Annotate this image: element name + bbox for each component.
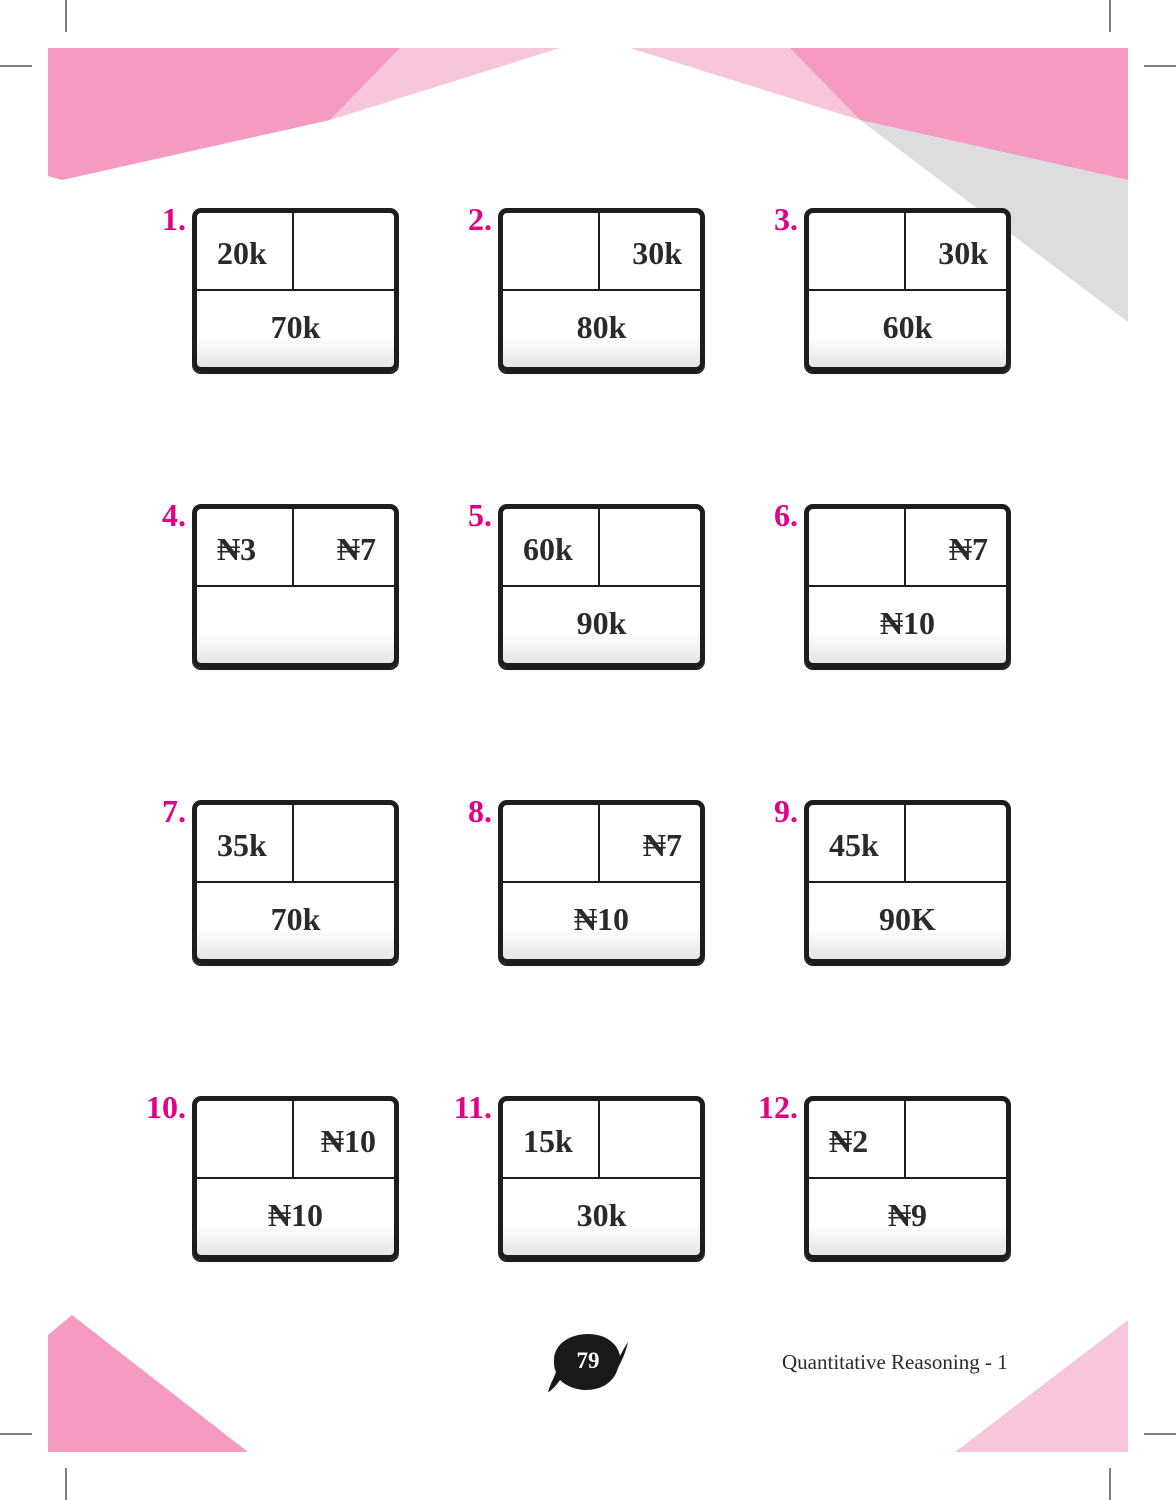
top-left-cell[interactable] — [809, 213, 906, 291]
top-right-cell[interactable] — [600, 1101, 700, 1179]
number-bond-box — [192, 504, 399, 668]
problem-number: 6. — [774, 497, 798, 533]
top-right-cell[interactable] — [294, 213, 394, 291]
number-bond-box — [498, 208, 705, 372]
number-bond-box — [498, 504, 705, 668]
top-left-cell[interactable] — [503, 1101, 600, 1179]
number-bond-box — [498, 1096, 705, 1260]
total-cell[interactable] — [503, 291, 700, 367]
problem-item-10 — [96, 1091, 396, 1261]
top-left-cell[interactable] — [503, 805, 600, 883]
top-left-cell[interactable] — [197, 1101, 294, 1179]
problem-item-9 — [708, 795, 1008, 965]
total-cell[interactable] — [809, 1179, 1006, 1255]
total-value: 70k — [270, 901, 321, 937]
top-left-value: 35k — [217, 827, 267, 863]
top-left-value: 15k — [523, 1123, 573, 1159]
number-bond-box — [498, 800, 705, 964]
top-right-cell[interactable] — [906, 1101, 1006, 1179]
problem-number: 3. — [774, 201, 798, 237]
top-right-cell[interactable] — [600, 805, 700, 883]
top-right-value: ₦7 — [336, 531, 376, 567]
total-cell[interactable] — [503, 587, 700, 663]
total-cell[interactable] — [197, 883, 394, 959]
total-cell[interactable] — [809, 587, 1006, 663]
problem-number: 9. — [774, 793, 798, 829]
top-left-value: ₦3 — [217, 531, 257, 567]
total-cell[interactable] — [197, 587, 394, 663]
top-right-cell[interactable] — [294, 1101, 394, 1179]
page-number-badge — [548, 1330, 628, 1396]
top-right-value: ₦10 — [320, 1123, 376, 1159]
top-left-value: 60k — [523, 531, 573, 567]
problem-item-3 — [708, 203, 1008, 373]
problem-item-5 — [402, 499, 702, 669]
top-right-cell[interactable] — [600, 213, 700, 291]
problem-item-8 — [402, 795, 702, 965]
total-cell[interactable] — [809, 291, 1006, 367]
top-left-cell[interactable] — [197, 509, 294, 587]
number-bond-box — [804, 1096, 1011, 1260]
top-right-value: ₦7 — [948, 531, 988, 567]
book-title: Quantitative Reasoning - 1 — [782, 1350, 1008, 1374]
total-cell[interactable] — [503, 1179, 700, 1255]
problem-item-6 — [708, 499, 1008, 669]
number-bond-box — [804, 208, 1011, 372]
problem-number: 10. — [146, 1089, 186, 1125]
total-value: 30k — [576, 1197, 627, 1233]
total-value: 70k — [270, 309, 321, 345]
total-value: 60k — [882, 309, 933, 345]
top-left-cell[interactable] — [197, 213, 294, 291]
top-left-cell[interactable] — [809, 805, 906, 883]
corner-bottom-right — [955, 1320, 1128, 1452]
top-right-value: 30k — [938, 235, 988, 271]
problem-item-12 — [708, 1091, 1008, 1261]
problem-number: 12. — [758, 1089, 798, 1125]
total-cell[interactable] — [197, 291, 394, 367]
total-value: ₦9 — [887, 1197, 928, 1233]
top-right-cell[interactable] — [294, 805, 394, 883]
problem-item-11 — [402, 1091, 702, 1261]
total-cell[interactable] — [503, 883, 700, 959]
problem-number: 4. — [162, 497, 186, 533]
total-cell[interactable] — [809, 883, 1006, 959]
number-bond-box — [192, 800, 399, 964]
top-right-cell[interactable] — [906, 509, 1006, 587]
top-left-value: 45k — [829, 827, 879, 863]
number-bond-box — [192, 208, 399, 372]
top-right-cell[interactable] — [906, 805, 1006, 883]
top-right-cell[interactable] — [294, 509, 394, 587]
total-value: ₦10 — [573, 901, 630, 937]
number-bond-box — [804, 504, 1011, 668]
top-right-cell[interactable] — [600, 509, 700, 587]
total-value: 90K — [879, 901, 936, 937]
top-left-cell[interactable] — [197, 805, 294, 883]
problem-item-7 — [96, 795, 396, 965]
number-bond-box — [804, 800, 1011, 964]
problem-number: 5. — [468, 497, 492, 533]
problem-number: 2. — [468, 201, 492, 237]
total-value: ₦10 — [879, 605, 936, 641]
problem-number: 1. — [162, 201, 186, 237]
problem-item-1 — [96, 203, 396, 373]
number-bond-box — [192, 1096, 399, 1260]
top-left-value: ₦2 — [829, 1123, 869, 1159]
problem-item-2 — [402, 203, 702, 373]
problem-item-4 — [96, 499, 396, 669]
top-left-cell[interactable] — [809, 1101, 906, 1179]
total-value: 90k — [576, 605, 627, 641]
total-value: ₦10 — [267, 1197, 324, 1233]
problem-number: 8. — [468, 793, 492, 829]
top-right-value: 30k — [632, 235, 682, 271]
problem-number: 11. — [453, 1089, 492, 1125]
corner-bottom-left — [48, 1315, 248, 1452]
top-left-cell[interactable] — [503, 213, 600, 291]
top-left-cell[interactable] — [809, 509, 906, 587]
top-right-cell[interactable] — [906, 213, 1006, 291]
problem-number: 7. — [162, 793, 186, 829]
total-value: 80k — [576, 309, 627, 345]
top-left-value: 20k — [217, 235, 267, 271]
total-cell[interactable] — [197, 1179, 394, 1255]
top-left-cell[interactable] — [503, 509, 600, 587]
top-right-value: ₦7 — [642, 827, 682, 863]
page-number: 79 — [576, 1348, 600, 1373]
